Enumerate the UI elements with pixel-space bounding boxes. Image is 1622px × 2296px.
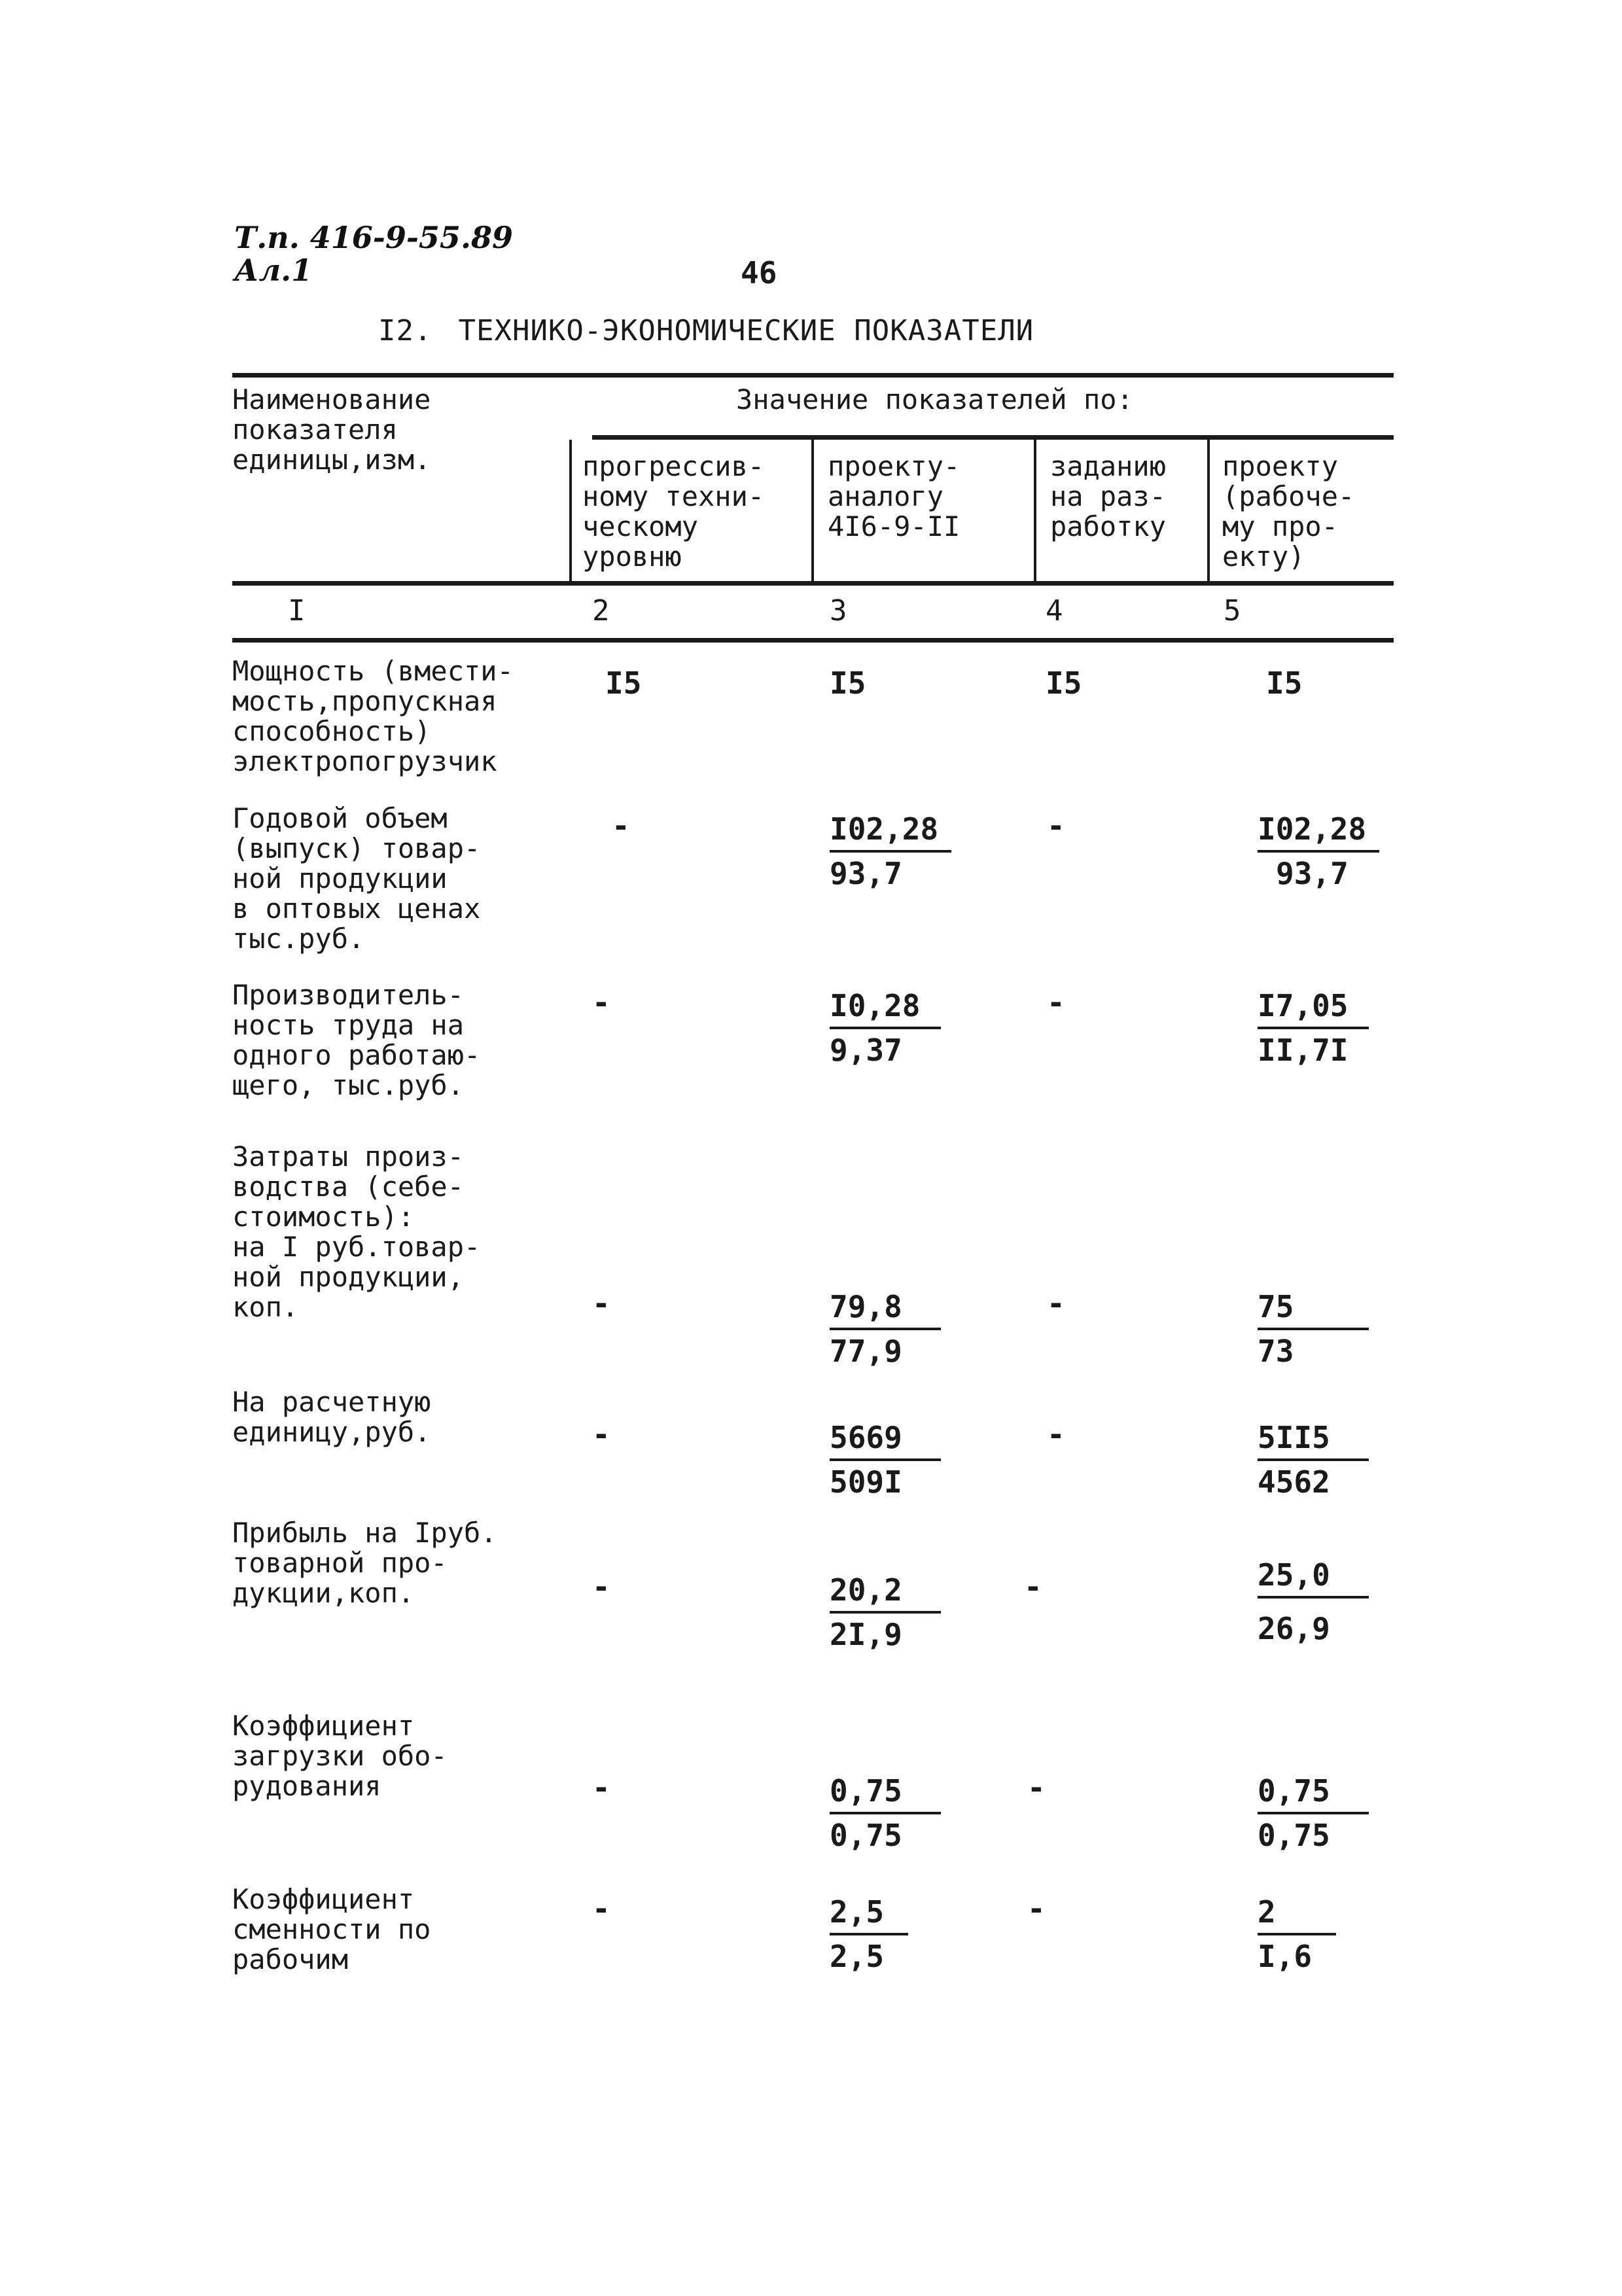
row-7-col5-top: 0,75 (1258, 1770, 1369, 1814)
header-separator-3 (1034, 440, 1036, 581)
row-8-col4: - (1027, 1891, 1046, 1926)
column-numbers-rule (232, 638, 1394, 643)
row-3-col5-bottom: II,7I (1258, 1033, 1349, 1068)
header-separator-2 (811, 440, 814, 581)
row-8-col5-bottom: I,6 (1258, 1939, 1313, 1974)
row-5-col2: - (592, 1417, 610, 1452)
header-separator-4 (1207, 440, 1210, 581)
row-5-col3-top: 5669 (830, 1417, 941, 1461)
row-5-col5 (1258, 1417, 1369, 1503)
row-6-name: Прибыль на Iруб. товарной про- дукции,коп. (232, 1517, 497, 1609)
column-number-2: 2 (592, 594, 610, 627)
row-1-name: Мощность (вмести- мость,пропускная способность) электропогрузчик (232, 655, 514, 777)
row-6-col5 (1258, 1554, 1369, 1650)
row-6-col3-bottom: 2I,9 (830, 1617, 902, 1652)
row-4-col5-bottom: 73 (1258, 1333, 1294, 1369)
row-8-col3-top: 2,5 (830, 1891, 908, 1935)
header-col3: проекту- аналогу 4I6-9-II (828, 450, 961, 542)
row-7-name: Коэффициент загрузки обо- рудования (232, 1710, 448, 1802)
row-5-col3-bottom: 509I (830, 1464, 902, 1500)
section-title (378, 314, 1034, 347)
row-4-name: Затраты произ- водства (себе- стоимость): на I руб.товар- ной продукции, коп. (232, 1140, 481, 1323)
row-2-col5 (1258, 808, 1379, 894)
values-group-rule (592, 435, 1394, 440)
document-code-line2: Ал.1 (234, 253, 313, 288)
row-7-col4: - (1027, 1770, 1046, 1805)
row-2-col4: - (1047, 808, 1065, 843)
row-7-col2: - (592, 1770, 610, 1805)
row-2-name: Годовой объем (выпуск) товар- ной продукции в оптовых ценах тыс.руб. (232, 802, 481, 955)
table-top-rule (232, 373, 1394, 378)
row-4-col5-top: 75 (1258, 1286, 1369, 1330)
row-8-name: Коэффициент сменности по рабочим (232, 1883, 431, 1975)
row-6-col2: - (592, 1569, 610, 1604)
row-2-col3-top: I02,28 (830, 808, 951, 853)
row-6-col5-top: 25,0 (1258, 1554, 1369, 1598)
section-title-text: ТЕХНИКО-ЭКОНОМИЧЕСКИЕ ПОКАЗАТЕЛИ (458, 314, 1034, 347)
row-6-col5-bottom: 26,9 (1258, 1611, 1330, 1646)
column-number-4: 4 (1046, 594, 1063, 627)
row-5-col4: - (1047, 1417, 1065, 1452)
row-1-col4: I5 (1046, 665, 1082, 701)
row-2-col3 (830, 808, 951, 894)
row-3-col3-top: I0,28 (830, 985, 941, 1029)
header-name: Наименование показателя единицы,изм. (232, 383, 431, 476)
row-4-col5 (1258, 1286, 1369, 1372)
row-4-col3-bottom: 77,9 (830, 1333, 902, 1369)
row-3-col3 (830, 985, 941, 1071)
header-col4: заданию на раз- работку (1050, 450, 1167, 542)
row-6-col3 (830, 1569, 941, 1655)
document-code (234, 221, 513, 287)
row-6-col4: - (1024, 1569, 1042, 1604)
page-number: 46 (741, 255, 777, 291)
column-number-1: I (288, 594, 306, 627)
row-1-col5: I5 (1266, 665, 1303, 701)
row-8-col5 (1258, 1891, 1336, 1977)
row-3-col4: - (1047, 985, 1065, 1020)
row-4-col4: - (1047, 1286, 1065, 1321)
row-3-col5 (1258, 985, 1369, 1071)
row-5-col3 (830, 1417, 941, 1503)
column-number-5: 5 (1224, 594, 1241, 627)
row-7-col3-bottom: 0,75 (830, 1818, 902, 1853)
row-4-col2: - (592, 1286, 610, 1321)
row-5-col5-top: 5II5 (1258, 1417, 1369, 1461)
row-8-col3 (830, 1891, 908, 1977)
row-1-col3: I5 (830, 665, 866, 701)
row-5-name: На расчетную единицу,руб. (232, 1386, 431, 1448)
row-4-col3-top: 79,8 (830, 1286, 941, 1330)
row-3-col2: - (592, 985, 610, 1020)
header-col5: проекту (рабоче- му про- екту) (1222, 450, 1355, 573)
row-5-col5-bottom: 4562 (1258, 1464, 1330, 1500)
row-7-col3-top: 0,75 (830, 1770, 941, 1814)
row-8-col5-top: 2 (1258, 1891, 1336, 1935)
document-code-line1: Т.п. 416-9-55.89 (234, 220, 513, 255)
row-2-col2: - (612, 808, 630, 843)
row-8-col3-bottom: 2,5 (830, 1939, 885, 1974)
header-separator-1 (569, 440, 572, 581)
header-values-group: Значение показателей по: (736, 383, 1133, 415)
column-number-3: 3 (830, 594, 847, 627)
row-4-col3 (830, 1286, 941, 1372)
row-3-col5-top: I7,05 (1258, 985, 1369, 1029)
section-number: I2. (378, 314, 432, 347)
row-2-col5-bottom: 93,7 (1276, 856, 1349, 891)
row-7-col5 (1258, 1770, 1369, 1856)
row-1-col2: I5 (605, 665, 642, 701)
header-col2: прогрессив- ному техни- ческому уровню (582, 450, 765, 573)
row-6-col3-top: 20,2 (830, 1569, 941, 1614)
row-7-col3 (830, 1770, 941, 1856)
row-2-col5-top: I02,28 (1258, 808, 1379, 853)
row-8-col2: - (592, 1891, 610, 1926)
row-3-name: Производитель- ность труда на одного работаю- щего, тыс.руб. (232, 979, 481, 1101)
header-bottom-rule (232, 581, 1394, 586)
row-2-col3-bottom: 93,7 (830, 856, 902, 891)
row-3-col3-bottom: 9,37 (830, 1033, 902, 1068)
row-7-col5-bottom: 0,75 (1258, 1818, 1330, 1853)
